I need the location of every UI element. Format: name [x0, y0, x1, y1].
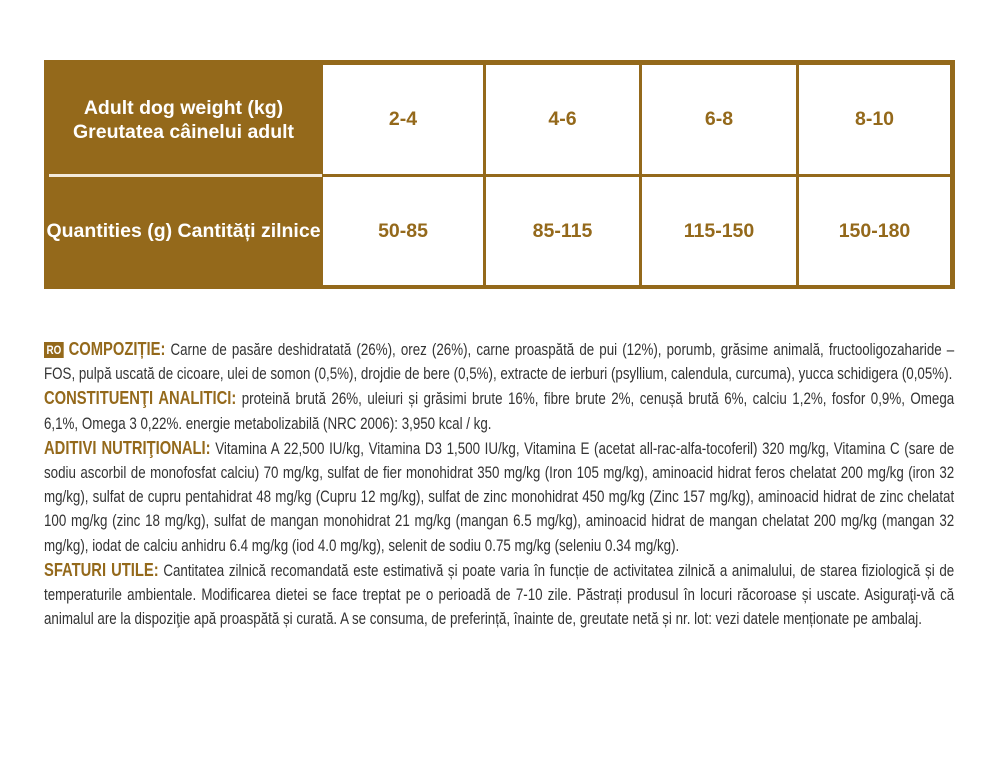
language-badge: RO: [44, 342, 64, 358]
weight-cell: 4-6: [486, 65, 639, 174]
composition-body: Carne de pasăre deshidratată (26%), orez (26%), carne proaspătă de pui (12%), porumb, grăsime animală, fructooligozaharide – FOS, pulpă uscată de cicoare, ulei de somon (0,5%), drojdie de bere (0,5%), extracte de ierburi (psyllium, calendula, curcuma), yucca schidigera (0,05%).: [44, 341, 955, 384]
tips-heading: SFATURI UTILE:: [44, 559, 159, 580]
quantity-cell: 85-115: [486, 177, 639, 285]
quantity-cell: 50-85: [323, 177, 483, 285]
quantity-cell: 150-180: [799, 177, 950, 285]
analytical-body: proteină brută 26%, uleiuri și grăsimi brute 16%, fibre brute 2%, cenușă brută 6%, calciu 1,2%, fosfor 0,9%, Omega 6,1%, Omega 3 0,22%. energie metabolizabilă (NRC 2006): 3,950 kcal / kg.: [44, 390, 955, 433]
additives-section: [44, 436, 954, 558]
weight-row-header: Adult dog weight (kg) Greutatea câinelui adult: [72, 96, 295, 143]
additives-body: Vitamina A 22,500 IU/kg, Vitamina D3 1,500 IU/kg, Vitamina E (acetat all-rac-alfa-tocoferil) 320 mg/kg, Vitamina C (sare de sodiu ascorbil de monofosfat calciu) 70 mg/kg, sulfat de fier monohidrat 350 mg/kg (Iron 105 mg/kg), aminoacid hidrat feros chelatat 200 mg/kg (iron 32 mg/kg), sulfat de cupru pentahidrat 48 mg/kg (Cupru 12 mg/kg), sulfat de zinc monohidrat 450 mg/kg (Zinc 157 mg/kg), aminoacid hidrat de zinc chelatat 100 mg/kg (zinc 18 mg/kg), sulfat de mangan monohidrat 21 mg/kg (mangan 6.5 mg/kg), aminoacid hidrat de mangan chelatat 200 mg/kg (mangan 32 mg/kg), iodat de calciu anhidru 6.4 mg/kg (iod 4.0 mg/kg), selenit de sodiu 0.75 mg/kg (seleniu 0.34 mg/kg).: [44, 439, 955, 555]
analytical-heading: CONSTITUENŢI ANALITICI:: [44, 388, 237, 409]
tips-section: [44, 558, 954, 632]
composition-section: [44, 337, 954, 386]
product-info: [44, 337, 954, 631]
quantity-cell: 115-150: [642, 177, 796, 285]
analytical-section: [44, 386, 954, 435]
feeding-table: [44, 60, 955, 289]
tips-body: Cantitatea zilnică recomandată este estimativă și poate varia în funcție de activitatea zilnică a animalului, de starea fiziologică și de temperaturile ambientale. Modificarea dietei se face treptat pe o perioadă de 7-10 zile. Păstrați produsul în locuri răcoroase și uscate. Asiguraţi-vă că animalul are la dispoziţie apă proaspătă și curată. A se consuma, de preferință, înainte de, greutate netă și nr. lot: vezi datele menționate pe ambalaj.: [44, 561, 955, 629]
quantity-row-header: Quantities (g) Cantități zilnice: [46, 220, 321, 242]
weight-cell: 2-4: [323, 65, 483, 174]
additives-heading: ADITIVI NUTRIŢIONALI:: [44, 437, 211, 458]
weight-cell: 6-8: [642, 65, 796, 174]
weight-cell: 8-10: [799, 65, 950, 174]
composition-heading: COMPOZIȚIE:: [68, 339, 166, 359]
